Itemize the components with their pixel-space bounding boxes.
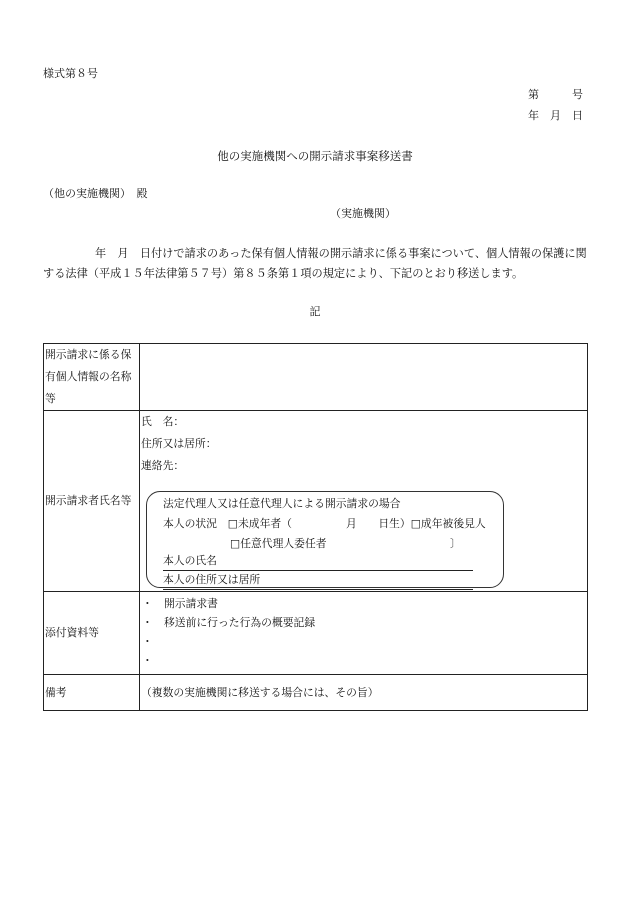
row-value-attachments [140,592,588,675]
table-row [44,344,588,411]
table-row [44,592,588,675]
list-item: ・ 移送前に行った行為の概要記録 [142,616,316,629]
table-row [44,675,588,711]
list-item: ・ [142,635,153,648]
name-field-label: 氏 名： [141,415,185,428]
principal-address: 本人の住所又は居所 [163,571,473,590]
address-field-label: 住所又は居所： [141,437,217,450]
form-number: 様式第８号 [43,67,98,80]
principal-status: 本人の状況 □未成年者（ 月 日生）□成年被後見人 [163,517,486,530]
row-value-remarks: （複数の実施機関に移送する場合には、その旨） [140,675,588,711]
body-paragraph: 年 月 日付けで請求のあった保有個人情報の開示請求に係る事案について、個人情報の保護に関する法律（平成１５年法律第５７号）第８５条第１項の規定により、下記のとおり移送します。 [43,247,587,280]
row-value-requester [140,411,588,592]
list-item: ・ [142,654,153,667]
ki-heading: 記 [309,305,321,318]
row-label-attachments: 添付資料等 [44,592,140,675]
row-label-requester: 開示請求者氏名等 [44,411,140,592]
row-value-info-name[interactable] [140,344,588,411]
list-item: ・ 開示請求書 [142,597,218,610]
close-bracket: 〕 [450,537,461,550]
row-label-info-name: 開示請求に係る保有個人情報の名称等 [44,344,140,411]
document-number-line: 第 号 [528,88,583,101]
principal-status-agent: □任意代理人委任者 [230,537,327,550]
principal-name: 本人の氏名 [163,552,473,571]
contact-field-label: 連絡先： [141,459,185,472]
recipient: （他の実施機関） 殿 [43,187,148,200]
sender: （実施機関） [330,207,396,220]
transfer-table [43,343,588,711]
page-title: 他の実施機関への開示請求事案移送書 [217,149,413,163]
agent-heading: 法定代理人又は任意代理人による開示請求の場合 [163,497,401,510]
row-label-remarks: 備考 [44,675,140,711]
table-row [44,411,588,592]
date-line: 年 月 日 [528,109,583,122]
